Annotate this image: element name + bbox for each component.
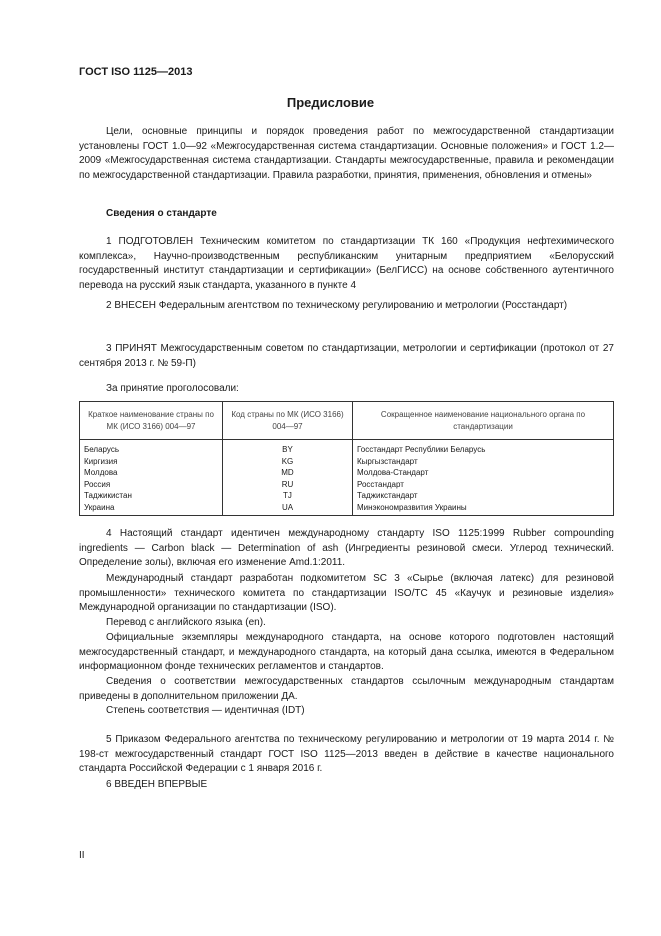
- country-cell: Беларусь: [80, 440, 223, 456]
- table-header-row: [80, 402, 614, 440]
- code-cell: KG: [223, 456, 353, 468]
- code-cell: MD: [223, 467, 353, 479]
- country-cell: Киргизия: [80, 456, 223, 468]
- item-4-degree-paragraph: Степень соответствия — идентичная (IDT): [106, 705, 305, 716]
- item-3-paragraph: 3 ПРИНЯТ Межгосударственным советом по стандартизации, метрологии и сертификации (протокол от 27 сентября 2013 г. № 59-П): [79, 343, 614, 369]
- code-cell: BY: [223, 440, 353, 456]
- section-subheading: Сведения о стандарте: [106, 208, 217, 219]
- table-row: [80, 467, 614, 479]
- intro-paragraph: Цели, основные принципы и порядок проведения работ по межгосударственной стандартизации установлены ГОСТ 1.0—92 «Межгосударственная система стандартизации. Основные положения» и ГОСТ 1.2—2009 «Межгосударственная система стандартизации. Стандарты межгосударственные, правила и рекомендации по межгосударственной стандартизации. Правила разработки, принятия, применения, обновления и отмены»: [79, 126, 614, 181]
- item-1-paragraph: 1 ПОДГОТОВЛЕН Техническим комитетом по стандартизации ТК 160 «Продукция нефтехимического комплекса», Научно-производственным республиканским унитарным предприятием «Белорусский государственный институт стандартизации и сертификации» (БелГИСС) на основе собственного аутентичного перевода на русский язык стандарта, указанного в пункте 4: [79, 236, 614, 291]
- body-cell: Госстандарт Республики Беларусь: [353, 440, 614, 456]
- item-4-correspondence-paragraph: Сведения о соответствии межгосударственных стандартов ссылочным международным стандартам приведены в дополнительном приложении ДА.: [79, 676, 614, 702]
- country-cell: Украина: [80, 502, 223, 516]
- item-4-subcommittee-paragraph: Международный стандарт разработан подкомитетом SC 3 «Сырье (включая латекс) для резиновой промышленности» технического комитета по стандартизации ISO/TC 45 «Каучук и резиновые изделия» Международной организации по стандартизации (ISO).: [79, 573, 614, 613]
- table-row: [80, 440, 614, 456]
- page-number: II: [79, 850, 85, 861]
- vote-label: За принятие проголосовали:: [106, 383, 239, 394]
- code-cell: TJ: [223, 490, 353, 502]
- country-cell: Таджикистан: [80, 490, 223, 502]
- table-header-country: Краткое наименование страны по МК (ИСО 3166) 004—97: [80, 402, 223, 440]
- body-cell: Таджикстандарт: [353, 490, 614, 502]
- code-cell: UA: [223, 502, 353, 516]
- item-4-paragraph: 4 Настоящий стандарт идентичен международному стандарту ISO 1125:1999 Rubber compounding ingredients — Carbon black — Determination of ash (Ингредиенты резиновой смеси. Углерод технический. Определение золы), включая его изменение Amd.1:2011.: [79, 528, 614, 568]
- countries-table: [79, 401, 614, 516]
- body-cell: Кыргызстандарт: [353, 456, 614, 468]
- item-4-translation-paragraph: Перевод с английского языка (en).: [106, 617, 266, 628]
- country-cell: Россия: [80, 479, 223, 491]
- item-5-paragraph: 5 Приказом Федерального агентства по техническому регулированию и метрологии от 19 марта 2014 г. № 198-ст межгосударственный стандарт ГОСТ ISO 1125—2013 введен в действие в качестве национального стандарта Российской Федерации с 1 января 2016 г.: [79, 734, 614, 774]
- country-cell: Молдова: [80, 467, 223, 479]
- table-header-body: Сокращенное наименование национального органа по стандартизации: [353, 402, 614, 440]
- body-cell: Минэкономразвития Украины: [353, 502, 614, 516]
- document-code-header: ГОСТ ISO 1125—2013: [79, 66, 193, 78]
- item-2-paragraph: 2 ВНЕСЕН Федеральным агентством по техническому регулированию и метрологии (Росстандарт): [106, 300, 568, 311]
- table-row: [80, 490, 614, 502]
- item-6-paragraph: 6 ВВЕДЕН ВПЕРВЫЕ: [106, 779, 208, 790]
- table-row: [80, 479, 614, 491]
- body-cell: Росстандарт: [353, 479, 614, 491]
- table-header-code: Код страны по МК (ИСО 3166) 004—97: [223, 402, 353, 440]
- body-cell: Молдова-Стандарт: [353, 467, 614, 479]
- page-title: Предисловие: [286, 95, 375, 110]
- code-cell: RU: [223, 479, 353, 491]
- item-4-official-copies-paragraph: Официальные экземпляры международного стандарта, на основе которого подготовлен настоящий межгосударственный стандарт, и международного стандарта, на который дана ссылка, имеются в Федеральном информационном фонде технических регламентов и стандартов.: [79, 632, 614, 672]
- table-row: [80, 456, 614, 468]
- table-row: [80, 502, 614, 516]
